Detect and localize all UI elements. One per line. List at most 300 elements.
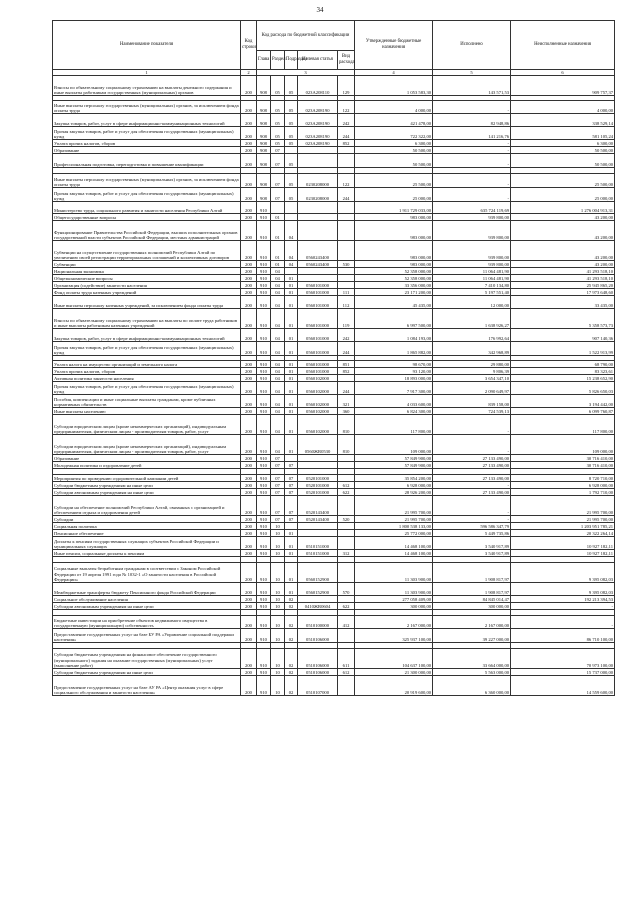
row-target: 023А208190 [298,101,338,114]
row-code: 200 [241,309,257,329]
row-podrazdel: 04 [285,241,298,261]
table-row [53,361,615,368]
row-razdel: 10 [271,537,285,550]
row-glava: 908 [257,127,271,140]
row-podrazdel: 02 [285,629,298,643]
row-target: 023А208190 [298,114,338,127]
row-razdel: 05 [271,114,285,127]
table-row [53,241,615,261]
row-name: Прочая закупка товаров, работ и услуг для обеспечения государственных (муниципальных) нужд [53,127,241,140]
row-code: 200 [241,76,257,96]
row-glava: 910 [257,329,271,342]
table-row [53,154,615,168]
table-row [53,550,615,557]
row-executed: - [433,154,511,168]
row-executed: 11 064 481,90 [433,268,511,275]
row-target: 0510151000 [298,537,338,550]
row-unexecuted: 30 716 410,00 [511,462,615,469]
header-unexecuted: Неисполненные назначения [511,21,615,70]
row-razdel: 04 [271,382,285,395]
row-glava: 908 [257,114,271,127]
row-vid [338,221,355,241]
row-glava: 910 [257,629,271,643]
row-name: Национальная экономика [53,268,241,275]
row-unexecuted: 50 500,00 [511,154,615,168]
row-approved: 57 849 900,00 [355,462,433,469]
row-razdel: 07 [271,489,285,496]
row-executed: 939 800,00 [433,261,511,268]
row-vid: 570 [338,583,355,596]
row-razdel: 04 [271,408,285,415]
row-target: 0520143400 [298,516,338,523]
row-glava: 910 [257,489,271,496]
row-glava: 910 [257,282,271,289]
row-approved: 117 800,00 [355,415,433,435]
row-podrazdel: 01 [285,415,298,435]
table-row [53,382,615,395]
row-razdel: 07 [271,462,285,469]
table-row [53,616,615,629]
row-code: 200 [241,221,257,241]
row-glava: 910 [257,516,271,523]
row-approved: 6 997 500,00 [355,309,433,329]
row-executed: 596 586 347,79 [433,523,511,530]
row-name: Общегосударственные вопросы [53,214,241,221]
index-2: 2 [241,70,257,76]
row-unexecuted: 338 529,14 [511,114,615,127]
header-approved: Утвержденные бюджетные назначения [355,21,433,70]
row-glava: 910 [257,382,271,395]
row-code: 200 [241,147,257,154]
row-unexecuted: 25 500,00 [511,174,615,188]
row-glava: 910 [257,550,271,557]
row-unexecuted: 25 000,00 [511,188,615,202]
row-target: 0560102000 [298,382,338,395]
row-vid [338,530,355,537]
row-razdel: 05 [271,101,285,114]
row-executed: 141 216,76 [433,127,511,140]
row-vid: 852 [338,140,355,147]
row-vid: 611 [338,649,355,669]
row-unexecuted: 70 973 100,00 [511,649,615,669]
row-approved: 11 303 900,00 [355,563,433,583]
row-executed: - [433,188,511,202]
row-code: 200 [241,214,257,221]
row-executed: 84 845 014,47 [433,596,511,603]
row-approved: 983 000,00 [355,221,433,241]
row-glava: 910 [257,496,271,516]
row-unexecuted: 10 927 182,11 [511,550,615,557]
row-code: 200 [241,516,257,523]
row-unexecuted: 8 720 710,00 [511,475,615,482]
row-glava: 910 [257,368,271,375]
row-name: Предоставление государственных услуг на базе БУ РА «Управление социальной поддержки населения» [53,629,241,643]
row-razdel: 04 [271,342,285,356]
row-unexecuted: - [511,603,615,610]
row-code: 200 [241,188,257,202]
row-vid [338,154,355,168]
row-razdel: 04 [271,368,285,375]
row-approved: 6 824 300,00 [355,408,433,415]
row-approved: 50 500,00 [355,147,433,154]
row-unexecuted: 6 300,00 [511,140,615,147]
row-approved: 4 000,00 [355,101,433,114]
table-row [53,147,615,154]
header-target: Целевая статья [298,51,338,70]
row-approved: 52 358 000,00 [355,275,433,282]
row-name: Иные пенсии, социальные доплаты к пенсиям [53,550,241,557]
table-row [53,629,615,643]
row-unexecuted: 41 293 518,10 [511,275,615,282]
row-glava: 910 [257,375,271,382]
row-approved: 983 000,00 [355,214,433,221]
row-approved: 18 893 000,00 [355,375,433,382]
table-row [53,114,615,127]
row-executed: - [433,101,511,114]
row-vid [338,202,355,214]
row-unexecuted: 41 293 518,10 [511,268,615,275]
row-razdel [271,202,285,214]
row-unexecuted: 5 826 650,03 [511,382,615,395]
row-glava: 910 [257,603,271,610]
row-razdel: 07 [271,174,285,188]
table-row [53,455,615,462]
row-podrazdel: 07 [285,462,298,469]
row-executed: 300 000,00 [433,603,511,610]
row-approved: 300 000,00 [355,603,433,610]
row-target: 0410ЖR0604 [298,603,338,610]
row-podrazdel: 01 [285,282,298,289]
row-approved: 1 053 583,30 [355,76,433,96]
table-row [53,261,615,268]
row-razdel: 04 [271,275,285,282]
row-executed: 5 449 735,86 [433,530,511,537]
row-code: 200 [241,676,257,696]
row-vid: 244 [338,382,355,395]
table-row [53,342,615,356]
row-target [298,596,338,603]
row-target: 023А208190 [298,140,338,147]
row-razdel: 05 [271,76,285,96]
row-approved: 21 995 700,00 [355,496,433,516]
row-razdel: 07 [271,188,285,202]
row-executed: - [433,147,511,154]
row-code: 200 [241,496,257,516]
row-executed: 724 539,13 [433,408,511,415]
row-executed: 1 908 817,97 [433,563,511,583]
header-razdel: Раздел [271,51,285,70]
row-name: Субсидии автономным учреждениям на иные цели [53,603,241,610]
row-executed: 5 197 551,40 [433,289,511,296]
row-name: Субсидии бюджетным учреждениям на иные цели [53,669,241,676]
row-approved: 4 033 600,00 [355,395,433,408]
row-name: Мероприятия по проведению оздоровительной кампании детей [53,475,241,482]
row-unexecuted: 1 522 913,99 [511,342,615,356]
row-podrazdel: 01 [285,329,298,342]
row-approved: 98 670,00 [355,361,433,368]
row-vid [338,268,355,275]
row-unexecuted: 5 358 573,73 [511,309,615,329]
table-row [53,669,615,676]
table-row [53,496,615,516]
row-razdel: 04 [271,329,285,342]
row-target [298,154,338,168]
row-code: 200 [241,462,257,469]
row-executed: - [433,415,511,435]
row-target [298,147,338,154]
row-approved: 57 849 900,00 [355,455,433,462]
row-unexecuted: 83 323,61 [511,368,615,375]
row-name: Закупка товаров, работ, услуг в сфере информационно-коммуникационных технологий [53,329,241,342]
header-code: Код строки [241,21,257,70]
row-glava: 910 [257,669,271,676]
table-row [53,221,615,241]
row-name: Пенсионное обеспечение [53,530,241,537]
row-vid [338,475,355,482]
row-name: Образование [53,455,241,462]
row-approved: 25 772 000,00 [355,530,433,537]
row-name: Общеэкономические вопросы [53,275,241,282]
row-approved: 45 435,00 [355,296,433,309]
table-row [53,329,615,342]
header-glava: Глава [257,51,271,70]
table-row [53,475,615,482]
row-razdel: 04 [271,375,285,382]
row-unexecuted: 43 200,00 [511,261,615,268]
row-podrazdel [285,268,298,275]
row-code: 200 [241,616,257,629]
table-row [53,415,615,435]
row-approved: 722 322,00 [355,127,433,140]
table-row [53,523,615,530]
row-code: 200 [241,241,257,261]
table-row [53,462,615,469]
row-code: 200 [241,475,257,482]
row-executed: 3 654 347,10 [433,375,511,382]
row-target: 0560101000 [298,289,338,296]
row-target: 0560ЖR0530 [298,435,338,455]
budget-execution-table [52,20,615,696]
row-glava: 908 [257,174,271,188]
row-name: Уплата прочих налогов, сборов [53,140,241,147]
row-glava: 910 [257,462,271,469]
row-podrazdel: 02 [285,596,298,603]
row-code: 200 [241,489,257,496]
row-approved: 21 995 700,00 [355,516,433,523]
row-code: 200 [241,174,257,188]
row-razdel: 04 [271,296,285,309]
row-podrazdel: 01 [285,368,298,375]
row-podrazdel [285,455,298,462]
row-unexecuted: 21 995 700,00 [511,496,615,516]
row-podrazdel: 01 [285,361,298,368]
row-podrazdel: 01 [285,408,298,415]
row-podrazdel: 01 [285,289,298,296]
row-unexecuted: 86 710 100,00 [511,629,615,643]
row-approved: 277 058 409,00 [355,596,433,603]
row-executed: 12 000,00 [433,296,511,309]
table-row [53,76,615,96]
row-vid: 122 [338,174,355,188]
row-podrazdel: 01 [285,435,298,455]
row-vid: 810 [338,435,355,455]
row-name: Функционирование Правительства Российской Федерации, высших исполнительных органов государственной власти субъектов Российской Федерации, местных администраций [53,221,241,241]
row-razdel: 04 [271,415,285,435]
row-name: Прочая закупка товаров, работ и услуг для обеспечения государственных (муниципальных) нужд [53,188,241,202]
index-1: 1 [53,70,241,76]
row-target: 0560102000 [298,395,338,408]
row-vid [338,537,355,550]
table-body [53,76,615,696]
row-podrazdel: 07 [285,475,298,482]
row-vid: 244 [338,342,355,356]
row-approved: 21 300 000,00 [355,669,433,676]
row-unexecuted: 6 099 760,87 [511,408,615,415]
row-glava: 908 [257,154,271,168]
table-row [53,676,615,696]
row-vid [338,523,355,530]
row-unexecuted: 30 716 410,00 [511,455,615,462]
table-row [53,375,615,382]
row-approved: 6 928 000,00 [355,482,433,489]
row-name: Бюджетные инвестиции на приобретение объектов недвижимого имущества в государственную (муниципальную) собственность [53,616,241,629]
row-podrazdel [285,214,298,221]
row-code: 200 [241,329,257,342]
row-podrazdel: 01 [285,550,298,557]
row-code: 200 [241,455,257,462]
row-vid: 122 [338,101,355,114]
row-podrazdel: 05 [285,127,298,140]
table-row [53,296,615,309]
row-approved: 25 500,00 [355,174,433,188]
row-name: Иные выплаты населению [53,408,241,415]
row-podrazdel: 07 [285,516,298,523]
row-glava: 910 [257,563,271,583]
row-code: 200 [241,342,257,356]
row-executed: - [433,482,511,489]
table-row [53,282,615,289]
row-code: 200 [241,435,257,455]
row-target: 0230208000 [298,188,338,202]
row-approved: 1 800 538 133,00 [355,523,433,530]
row-name: Субвенции [53,261,241,268]
header-vid: Вид расхода [338,51,355,70]
row-target: 0560152900 [298,583,338,596]
row-code: 200 [241,101,257,114]
row-executed: 839 158,00 [433,395,511,408]
table-row [53,530,615,537]
row-target [298,530,338,537]
row-executed: 939 800,00 [433,241,511,261]
row-razdel: 05 [271,140,285,147]
row-name: Взносы по обязательному социальному страхованию на выплаты по оплате труда работников и иные выплаты работникам казенных учреждений [53,309,241,329]
row-target: 0560243400 [298,241,338,261]
row-code: 200 [241,114,257,127]
row-glava: 910 [257,241,271,261]
row-podrazdel: 01 [285,296,298,309]
row-target [298,462,338,469]
row-glava: 910 [257,202,271,214]
row-approved: 1 084 193,00 [355,329,433,342]
row-podrazdel: 01 [285,530,298,537]
row-code: 200 [241,275,257,282]
row-vid [338,629,355,643]
row-podrazdel: 07 [285,489,298,496]
row-vid: 244 [338,127,355,140]
row-name: Субсидии [53,516,241,523]
row-code: 200 [241,382,257,395]
row-target: 023А208190 [298,127,338,140]
table-row [53,482,615,489]
row-glava: 908 [257,188,271,202]
row-vid: 852 [338,368,355,375]
row-executed: 2 167 000,00 [433,616,511,629]
row-approved: 1 865 882,00 [355,342,433,356]
row-glava: 910 [257,676,271,696]
table-row [53,289,615,296]
row-razdel: 10 [271,583,285,596]
row-razdel: 04 [271,309,285,329]
row-podrazdel: 01 [285,382,298,395]
row-executed: 939 800,00 [433,214,511,221]
table-row [53,603,615,610]
row-vid: 810 [338,415,355,435]
row-vid [338,496,355,516]
row-name: Социальное обслуживание населения [53,596,241,603]
row-target: 0560243400 [298,261,338,268]
row-name: Субсидии юридическим лицам (кроме некоммерческих организаций), индивидуальным предпринимателям, физическим лицам - производителям товаров, работ, услуг [53,435,241,455]
row-podrazdel: 05 [285,174,298,188]
table-row [53,596,615,603]
row-target: 0510151000 [298,550,338,557]
row-glava: 910 [257,455,271,462]
row-podrazdel: 02 [285,616,298,629]
row-executed: 33 664 000,00 [433,649,511,669]
row-target: 0520101000 [298,475,338,482]
row-unexecuted: 50 500,00 [511,147,615,154]
row-glava: 910 [257,537,271,550]
row-podrazdel: 02 [285,603,298,610]
row-target: 0560101000 [298,329,338,342]
row-razdel: 01 [271,241,285,261]
row-approved: 2 167 000,00 [355,616,433,629]
row-vid: 851 [338,361,355,368]
index-6: 6 [511,70,615,76]
row-target: 0560101000 [298,361,338,368]
row-glava: 910 [257,415,271,435]
row-razdel: 05 [271,127,285,140]
row-vid [338,282,355,289]
row-code: 200 [241,154,257,168]
row-unexecuted: 15 238 652,90 [511,375,615,382]
row-executed: 7 410 134,80 [433,282,511,289]
row-podrazdel: 01 [285,395,298,408]
row-razdel: 07 [271,154,285,168]
row-name: Субвенции на осуществление государственных полномочий Республики Алтай по увеличению своей регистрации территориальных соглашений и коллективных договоров [53,241,241,261]
row-vid: 612 [338,669,355,676]
row-target: 0560101000 [298,282,338,289]
row-vid: 360 [338,408,355,415]
row-approved: 1 911 729 033,00 [355,202,433,214]
row-vid: 530 [338,261,355,268]
row-unexecuted: 1 792 710,00 [511,489,615,496]
table-row [53,649,615,669]
row-name: Иные выплаты персоналу государственных (муниципальных) органов, за исключением фонда оплаты труда [54,102,239,113]
page-number: 34 [316,6,324,14]
row-razdel: 01 [271,221,285,241]
row-podrazdel: 01 [285,583,298,596]
row-razdel: 01 [271,261,285,268]
